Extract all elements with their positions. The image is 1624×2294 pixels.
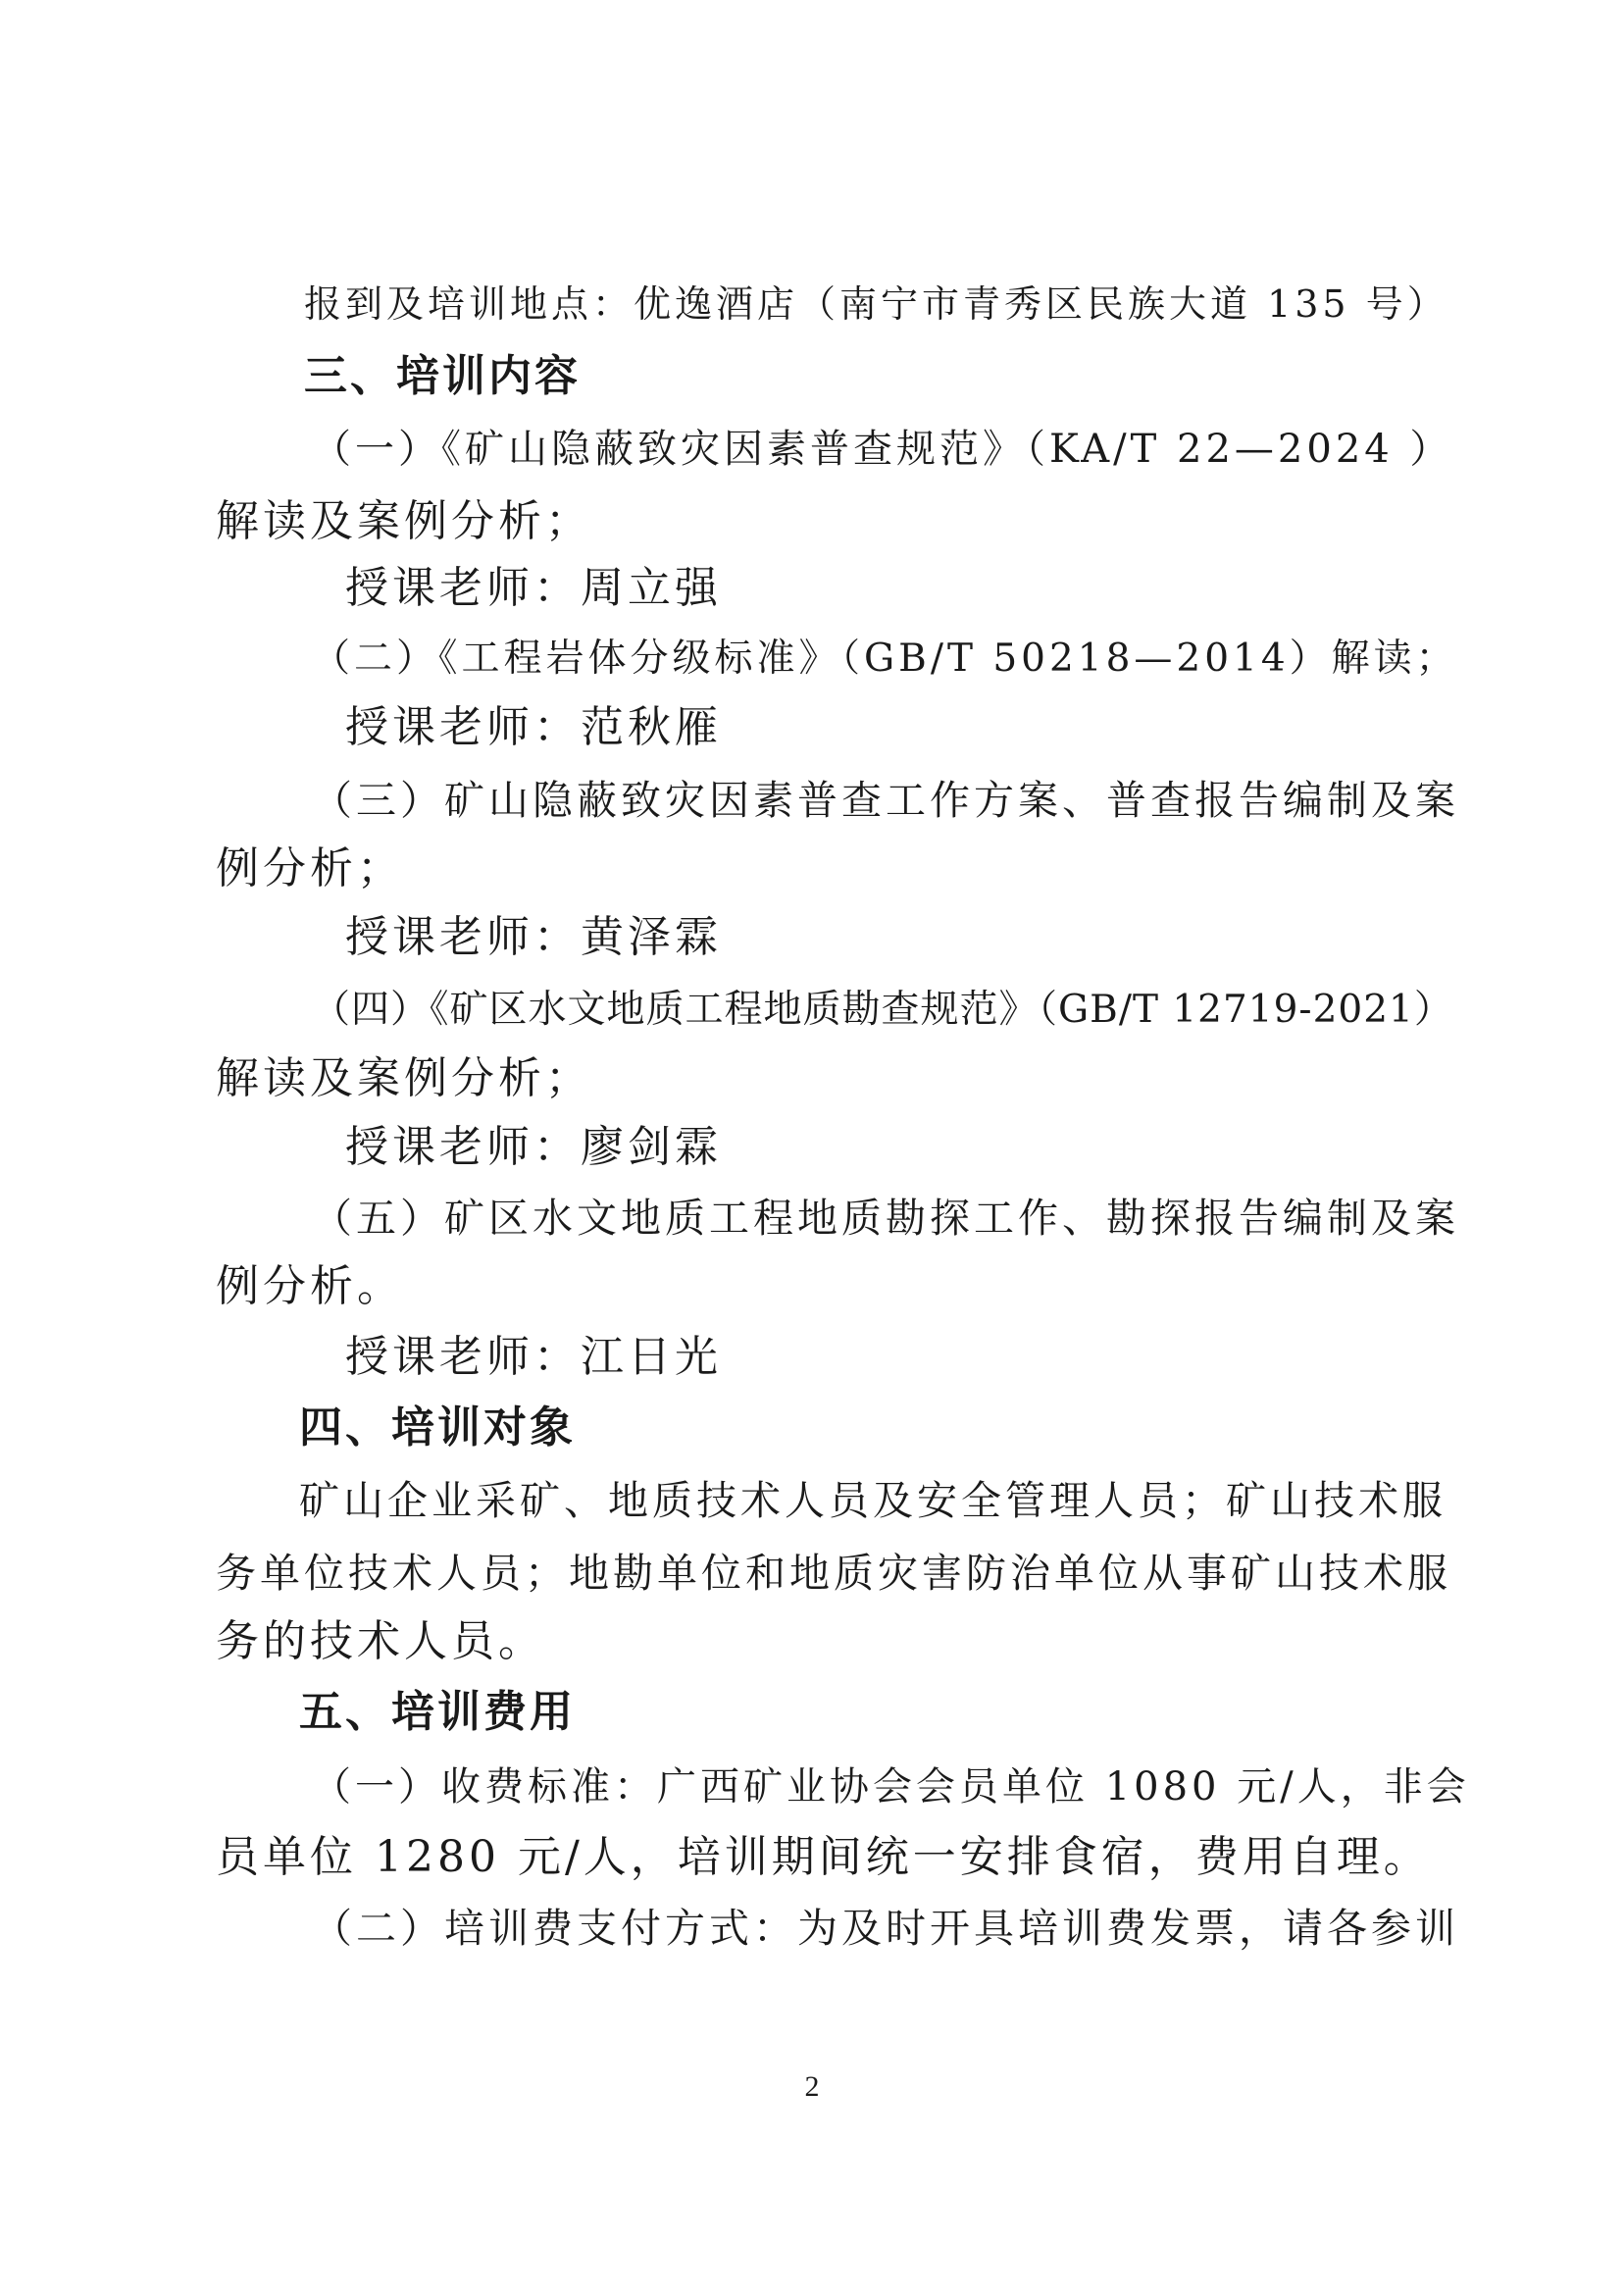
- fee-standard-line-2: 员单位 1280 元/人，培训期间统一安排食宿，费用自理。: [216, 1832, 1431, 1882]
- content-item-4-continued: 解读及案例分析；: [216, 1053, 592, 1103]
- audience-text-line-1: 矿山企业采矿、地质技术人员及安全管理人员；矿山技术服: [299, 1477, 1446, 1524]
- content-item-5: （五）矿区水文地质工程地质勘探工作、勘探报告编制及案: [312, 1195, 1459, 1242]
- section-heading-fees: 五、培训费用: [299, 1687, 576, 1737]
- section-heading-content: 三、培训内容: [304, 351, 581, 401]
- content-item-2: （二）《工程岩体分级标准》（GB/T 50218—2014）解读；: [312, 637, 1458, 681]
- instructor-2: 授课老师：范秋雁: [345, 702, 722, 752]
- content-item-5-continued: 例分析。: [216, 1261, 404, 1311]
- audience-text-line-2: 务单位技术人员；地勘单位和地质灾害防治单位从事矿山技术服: [216, 1550, 1451, 1597]
- audience-text-line-3: 务的技术人员。: [216, 1616, 545, 1666]
- section-heading-audience: 四、培训对象: [299, 1402, 576, 1453]
- instructor-3: 授课老师：黄泽霖: [345, 912, 722, 962]
- fee-standard-line-1: （一）收费标准：广西矿业协会会员单位 1080 元/人，非会: [312, 1764, 1470, 1810]
- venue-line: 报到及培训地点：优逸酒店（南宁市青秀区民族大道 135 号）: [304, 282, 1448, 326]
- content-item-3-continued: 例分析；: [216, 843, 404, 893]
- page-number: 2: [804, 2070, 820, 2103]
- content-item-1-continued: 解读及案例分析；: [216, 496, 592, 546]
- content-item-4: （四）《矿区水文地质工程地质勘查规范》（GB/T 12719-2021）: [312, 988, 1453, 1032]
- instructor-5: 授课老师：江日光: [345, 1332, 722, 1382]
- fee-payment-line-1: （二）培训费支付方式：为及时开具培训费发票，请各参训: [312, 1905, 1459, 1952]
- instructor-4: 授课老师：廖剑霖: [345, 1122, 722, 1172]
- content-item-3: （三）矿山隐蔽致灾因素普查工作方案、普查报告编制及案: [312, 777, 1459, 824]
- content-item-1: （一）《矿山隐蔽致灾因素普查规范》（KA/T 22—2024 ）: [312, 427, 1453, 472]
- instructor-1: 授课老师：周立强: [345, 563, 722, 613]
